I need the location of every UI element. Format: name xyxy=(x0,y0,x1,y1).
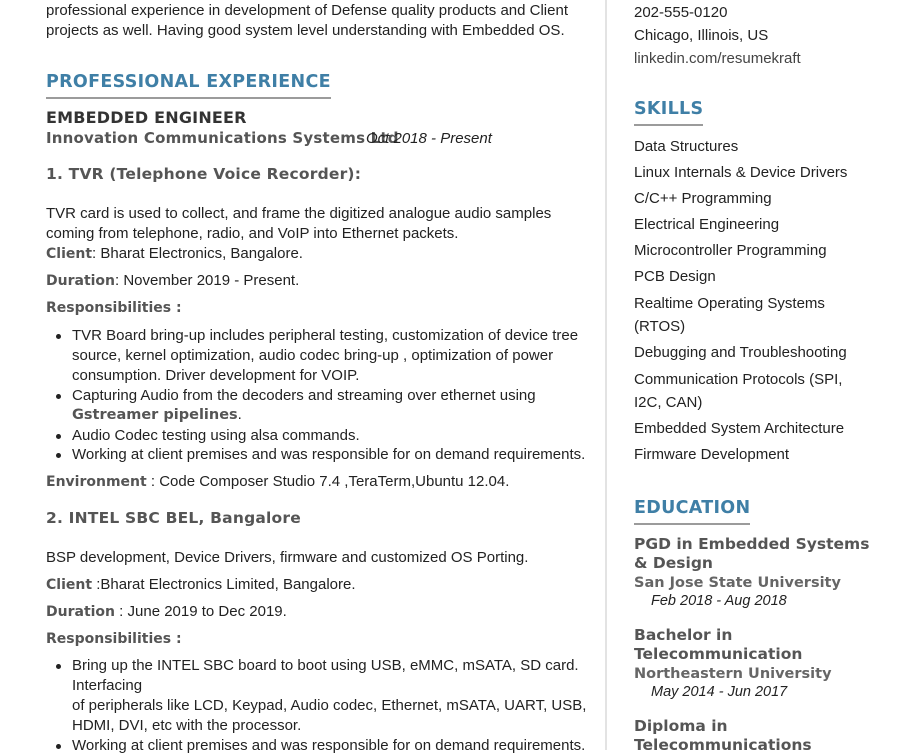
list-item-continuation: consumption. Driver development for VOIP. xyxy=(72,367,360,384)
skill-item: C/C++ Programming xyxy=(634,190,772,207)
environment-label: Environment xyxy=(46,474,147,490)
client-value: : Bharat Electronics, Bangalore. xyxy=(92,245,303,262)
education-dates: May 2014 - Jun 2017 xyxy=(651,684,788,700)
education-heading: EDUCATION xyxy=(634,498,750,525)
contact-phone: 202-555-0120 xyxy=(634,4,728,21)
list-item-continuation: HDMI, DVI, etc with the processor. xyxy=(72,717,302,734)
contact-link[interactable]: linkedin.com/resumekraft xyxy=(634,50,801,67)
skill-item-continuation: I2C, CAN) xyxy=(634,394,703,411)
skill-item: Data Structures xyxy=(634,138,739,155)
degree-title: Telecommunications xyxy=(634,736,812,754)
skill-item: Linux Internals & Device Drivers xyxy=(634,164,848,181)
list-item-continuation: Interfacing xyxy=(72,677,143,694)
duration-value: : November 2019 - Present. xyxy=(115,272,300,289)
skill-item: PCB Design xyxy=(634,268,716,285)
responsibilities-label: Responsibilities : xyxy=(46,631,182,647)
client-value: :Bharat Electronics Limited, Bangalore. xyxy=(92,576,356,593)
skill-item: Debugging and Troubleshooting xyxy=(634,344,847,361)
degree-title: PGD in Embedded Systems xyxy=(634,535,870,553)
environment-line xyxy=(46,472,509,492)
education-dates: Feb 2018 - Aug 2018 xyxy=(651,593,787,609)
list-item-continuation: of peripherals like LCD, Keypad, Audio codec, Ethernet, mSATA, UART, USB, xyxy=(72,697,587,714)
duration-line xyxy=(46,602,287,622)
duration-label: Duration xyxy=(46,604,116,620)
project-description: TVR card is used to collect, and frame the digitized analogue audio samples xyxy=(46,205,552,222)
degree-title: Telecommunication xyxy=(634,645,803,663)
skill-item: Electrical Engineering xyxy=(634,216,780,233)
summary-line: professional experience in development of Defense quality products and Client xyxy=(46,2,568,19)
client-line xyxy=(46,244,303,264)
project-title: 2. INTEL SBC BEL, Bangalore xyxy=(46,509,301,527)
responsibilities-label: Responsibilities : xyxy=(46,300,182,316)
contact-location: Chicago, Illinois, US xyxy=(634,27,769,44)
job-role: EMBEDDED ENGINEER xyxy=(46,108,247,127)
degree-title: Diploma in xyxy=(634,717,728,735)
skill-item: Embedded System Architecture xyxy=(634,420,845,437)
client-line xyxy=(46,575,356,595)
list-item-continuation: Gstreamer pipelines. xyxy=(72,406,242,423)
skill-item: Microcontroller Programming xyxy=(634,242,827,259)
project-description: coming from telephone, radio, and VoIP into Ethernet packets. xyxy=(46,225,459,242)
skill-item-continuation: (RTOS) xyxy=(634,318,686,335)
client-label: Client xyxy=(46,246,93,262)
summary-line: projects as well. Having good system level understanding with Embedded OS. xyxy=(46,22,565,39)
gstreamer-term: Gstreamer pipelines xyxy=(72,407,238,423)
column-divider xyxy=(605,0,607,750)
duration-value: : June 2019 to Dec 2019. xyxy=(115,603,287,620)
school-name: San Jose State University xyxy=(634,575,841,591)
company-name: Innovation Communications Systems Ltd xyxy=(46,129,399,147)
school-name: Northeastern University xyxy=(634,666,832,682)
duration-label: Duration xyxy=(46,273,116,289)
skills-heading: SKILLS xyxy=(634,99,703,126)
skill-item: Communication Protocols (SPI, xyxy=(634,371,843,388)
skill-item: Realtime Operating Systems xyxy=(634,295,825,312)
environment-value: : Code Composer Studio 7.4 ,TeraTerm,Ubuntu 12.04. xyxy=(146,473,510,490)
project-description: BSP development, Device Drivers, firmware and customized OS Porting. xyxy=(46,549,529,566)
degree-title: Bachelor in xyxy=(634,626,733,644)
list-item-continuation: source, kernel optimization, audio codec bring-up , optimization of power xyxy=(72,347,554,364)
job-dates: Oct 2018 - Present xyxy=(366,130,492,147)
degree-title: & Design xyxy=(634,554,713,572)
experience-heading: PROFESSIONAL EXPERIENCE xyxy=(46,72,331,99)
skill-item: Firmware Development xyxy=(634,446,790,463)
duration-line xyxy=(46,271,299,291)
client-label: Client xyxy=(46,577,93,593)
project-title: 1. TVR (Telephone Voice Recorder): xyxy=(46,165,362,183)
